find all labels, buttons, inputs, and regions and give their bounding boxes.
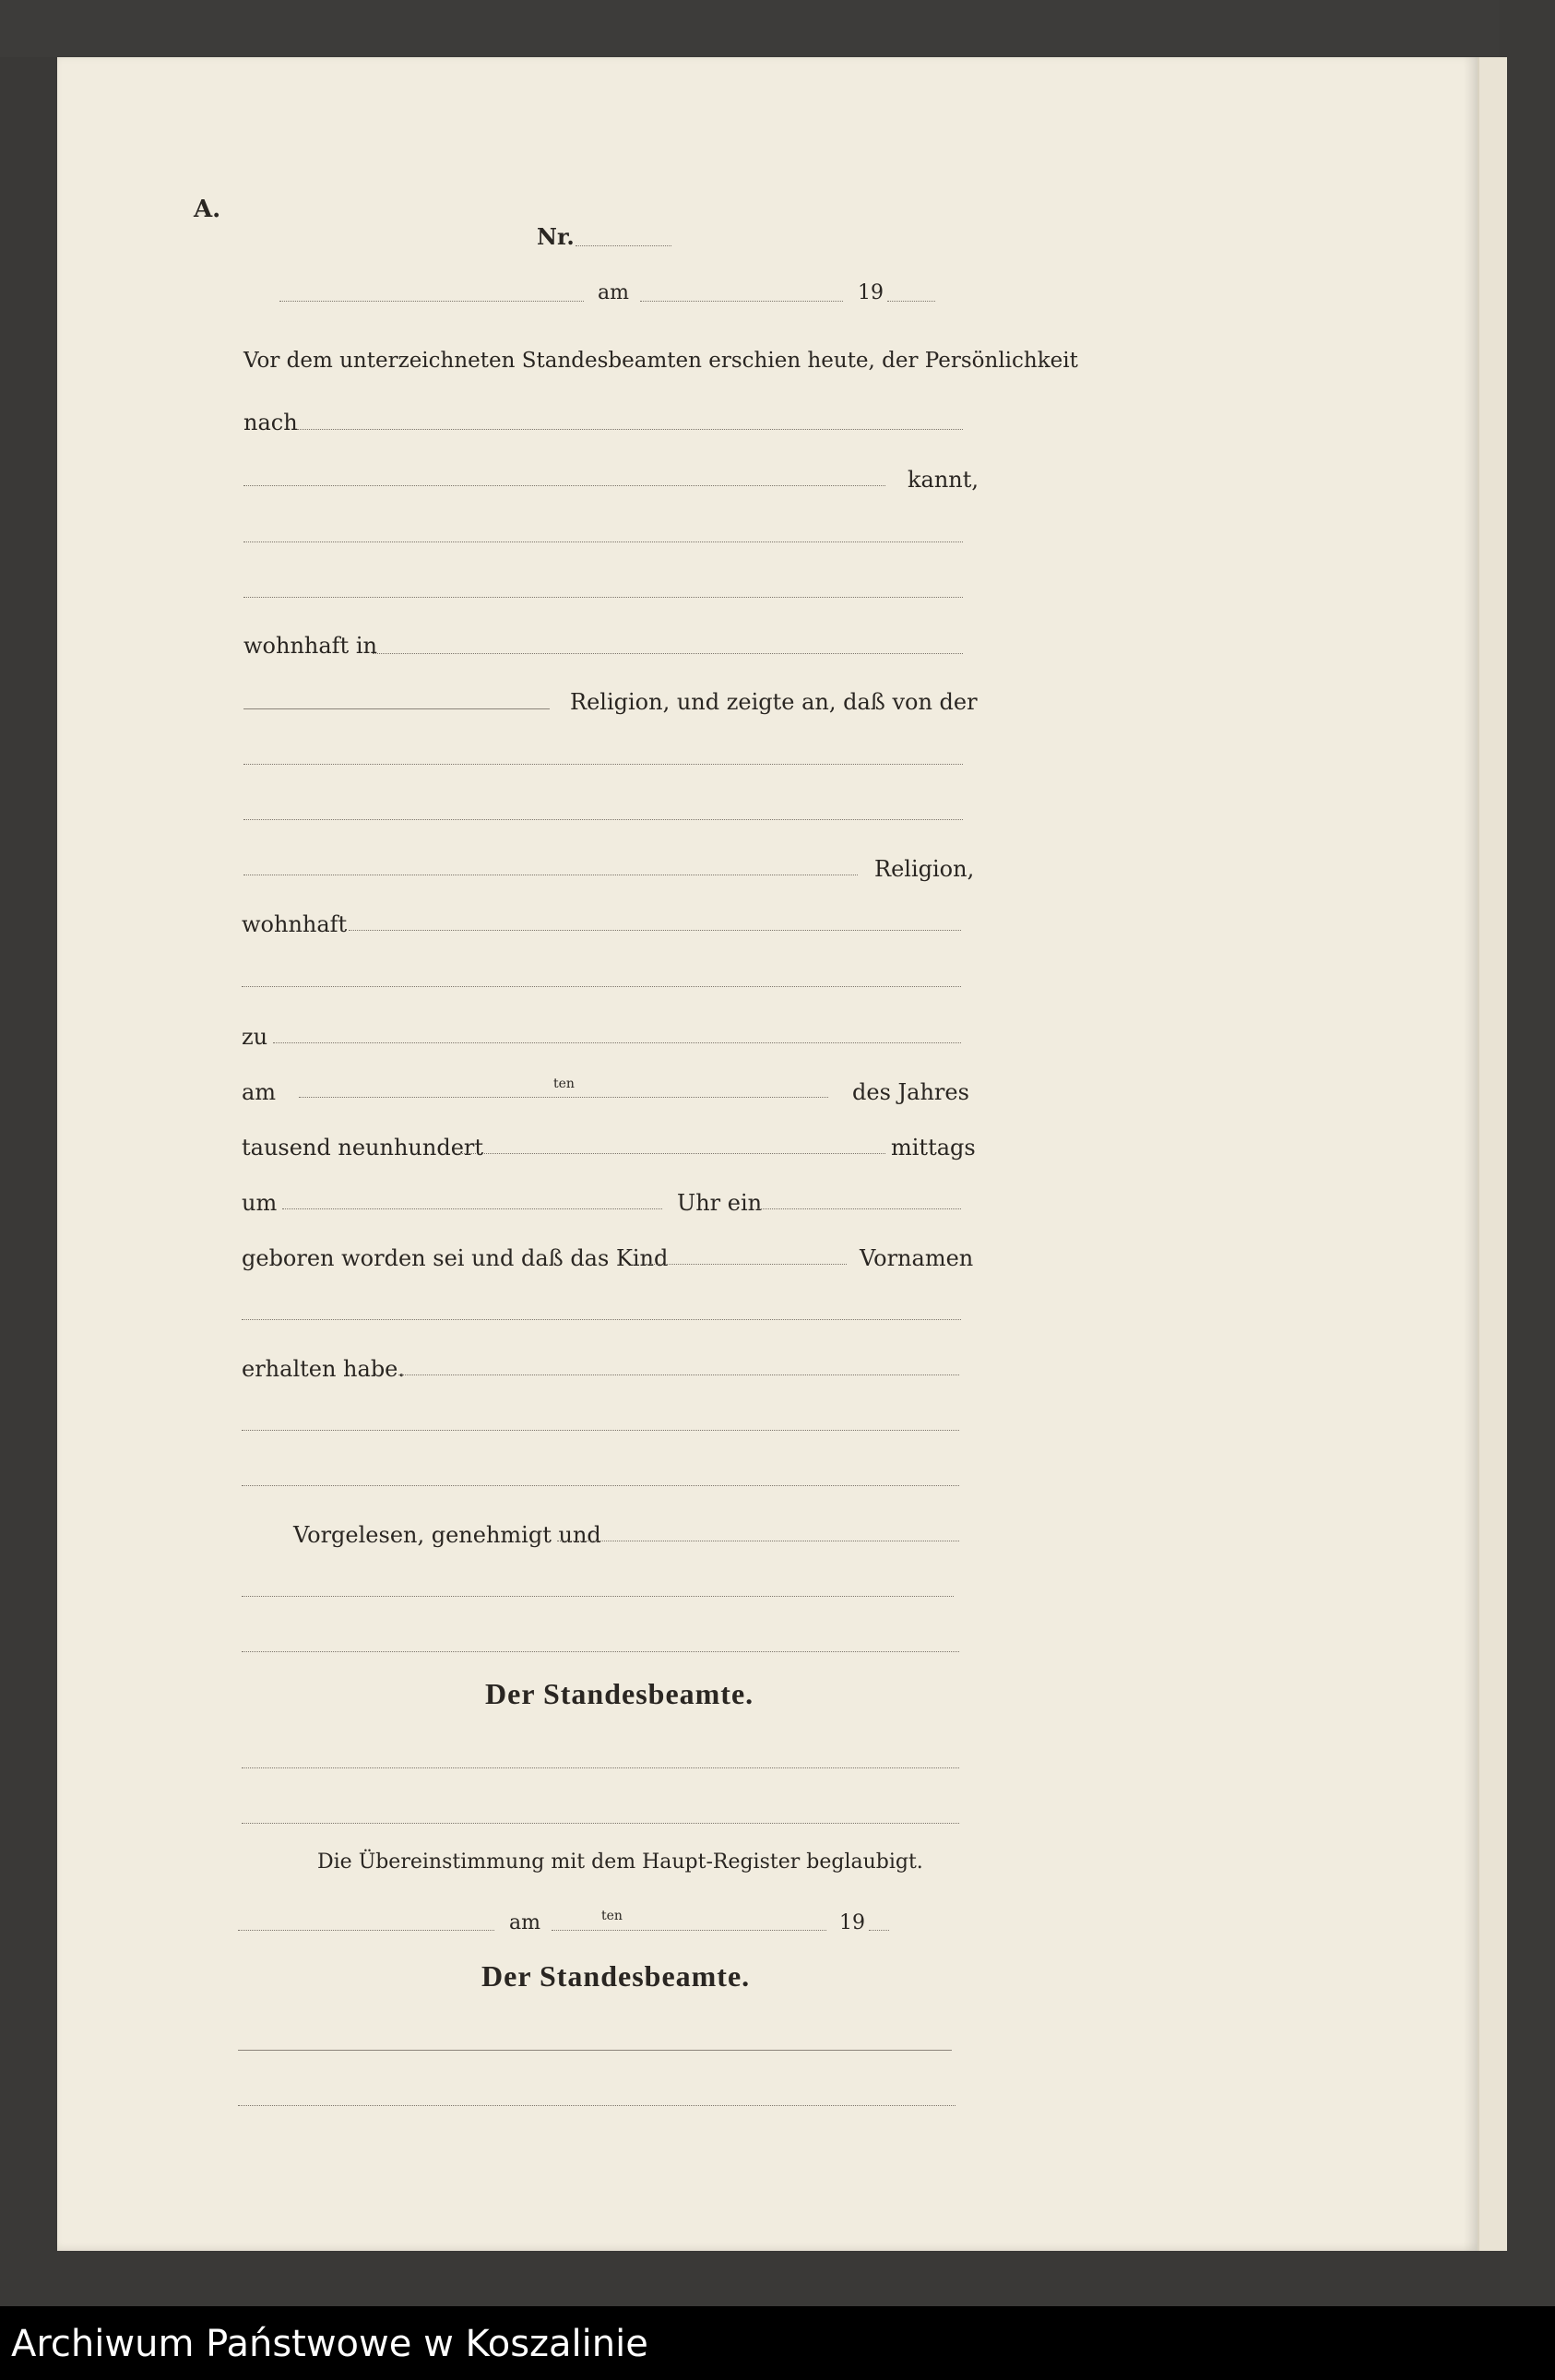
year-prefix: 19 <box>858 281 884 304</box>
am-certification-label: am <box>509 1911 540 1934</box>
certification-day-line <box>552 1930 826 1931</box>
year-prefix-2: 19 <box>839 1911 865 1934</box>
religion-zeigte-text: Religion, und zeigte an, daß von der <box>570 689 978 715</box>
vorgelesen-text: Vorgelesen, genehmigt und <box>293 1522 601 1548</box>
year-field-line <box>887 301 935 302</box>
zu-label: zu <box>242 1024 268 1050</box>
vornamen-label: Vornamen <box>860 1245 974 1271</box>
final-signature-line-1 <box>238 2050 952 2051</box>
tausend-label: tausend neunhundert <box>242 1135 484 1160</box>
wohnhaft-label: wohnhaft <box>242 911 348 937</box>
name-field-line <box>297 429 963 430</box>
des-jahres-label: des Jahres <box>852 1079 969 1105</box>
day-field-line <box>299 1097 828 1098</box>
blank-line-5 <box>242 986 961 987</box>
scan-background-top <box>0 0 1555 57</box>
ten-superscript-2: ten <box>601 1909 623 1923</box>
blank-line-3 <box>243 764 963 765</box>
name-field-line-2 <box>243 485 885 486</box>
date-field-line <box>640 301 843 302</box>
kind-field-line <box>646 1264 847 1265</box>
vornamen-field-line <box>242 1319 961 1320</box>
certification-place-line <box>238 1930 494 1931</box>
archive-footer <box>0 2306 1555 2380</box>
blank-line-2 <box>243 597 963 598</box>
time-field-line <box>282 1208 662 1209</box>
uebereinstimmung-text: Die Übereinstimmung mit dem Haupt-Register beglaubigt. <box>317 1850 923 1874</box>
am-label: am <box>598 281 629 304</box>
page-fold-shadow <box>1463 57 1478 2251</box>
official-signature-line-2 <box>242 1823 959 1824</box>
archive-name: Archiwum Państwowe w Koszalinie <box>11 2323 648 2365</box>
blank-line-6 <box>242 1430 959 1431</box>
adjacent-page-edge <box>1478 57 1507 2251</box>
religion-field-line <box>243 708 550 709</box>
blank-line-1 <box>243 541 963 542</box>
uhr-ein-label: Uhr ein <box>677 1190 763 1216</box>
religion-label: Religion, <box>874 856 975 882</box>
wohnhaft-in-label: wohnhaft in <box>243 633 377 659</box>
wohnhaft-field-line <box>349 930 961 931</box>
geboren-text: geboren worden sei und daß das Kind <box>242 1245 669 1271</box>
year-words-line <box>456 1153 885 1154</box>
signature-line-2 <box>242 1651 959 1652</box>
mittags-label: mittags <box>891 1135 976 1160</box>
final-signature-line-2 <box>238 2105 956 2106</box>
standesbeamte-heading-1: Der Standesbeamte. <box>485 1677 754 1710</box>
official-signature-line-1 <box>242 1767 959 1768</box>
zu-field-line <box>273 1042 961 1043</box>
place-field-line <box>279 301 584 302</box>
nr-field-line <box>576 245 671 246</box>
blank-line-4 <box>243 819 963 820</box>
blank-line-7 <box>242 1485 959 1486</box>
kannt-label: kannt, <box>908 467 979 493</box>
certification-year-line <box>869 1930 889 1931</box>
um-label: um <box>242 1190 278 1216</box>
nr-label: Nr. <box>537 223 575 250</box>
ten-superscript: ten <box>553 1077 575 1091</box>
am-date-label: am <box>242 1079 277 1105</box>
signature-line-1 <box>242 1596 954 1597</box>
intro-text: Vor dem unterzeichneten Standesbeamten erschien heute, der Persönlichkeit <box>243 349 1078 373</box>
sex-field-line <box>758 1208 961 1209</box>
standesbeamte-heading-2: Der Standesbeamte. <box>481 1959 751 1993</box>
erhalten-label: erhalten habe. <box>242 1356 406 1382</box>
erhalten-field-line <box>398 1374 959 1375</box>
section-letter: A. <box>194 196 221 223</box>
residence-field-line <box>373 653 963 654</box>
nach-label: nach <box>243 410 298 435</box>
scan-background-right <box>1500 0 1555 2306</box>
